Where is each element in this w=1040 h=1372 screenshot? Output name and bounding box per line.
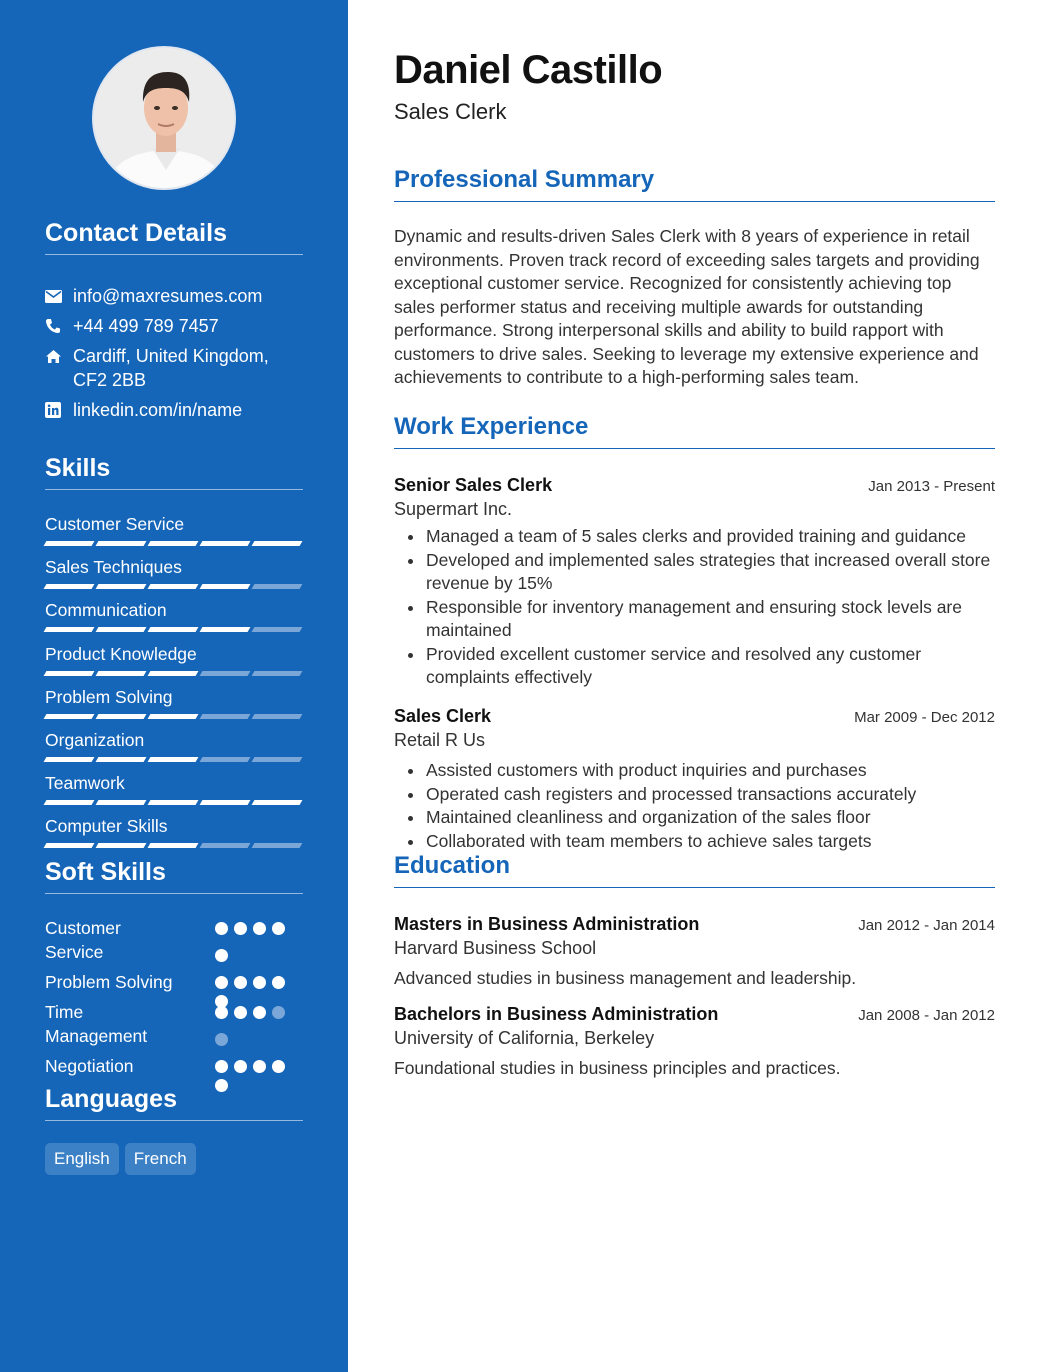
education-dates: Jan 2008 - Jan 2012 — [858, 1007, 995, 1024]
skill-level-segment — [44, 627, 95, 632]
home-icon — [45, 344, 73, 368]
soft-skill-dot — [215, 1060, 228, 1073]
skill-level-segment — [252, 584, 303, 589]
soft-skill-dot — [215, 922, 228, 935]
soft-skill-dots — [215, 1054, 295, 1084]
skill-level-segment — [252, 800, 303, 805]
soft-skill-row — [45, 1000, 303, 1054]
skill-level-segment — [252, 627, 303, 632]
skill-level-segment — [148, 843, 199, 848]
skill-level-segment — [148, 714, 199, 719]
skill-level-bar — [45, 800, 303, 805]
contact-phone[interactable] — [45, 314, 303, 338]
skill-level-segment — [252, 714, 303, 719]
phone-icon — [45, 314, 73, 338]
person-name: Daniel Castillo — [394, 48, 663, 92]
job-title: Sales Clerk — [394, 706, 492, 726]
contact-address — [45, 344, 303, 392]
language-tag: English — [45, 1143, 119, 1175]
skill-item — [45, 729, 303, 772]
soft-skill-dot — [234, 1060, 247, 1073]
address-line-1: Cardiff, United Kingdom, — [73, 346, 269, 366]
soft-skill-name: Customer Service — [45, 918, 121, 962]
degree-title: Bachelors in Business Administration — [394, 1004, 719, 1024]
profile-photo — [92, 46, 236, 190]
skill-name: Customer Service — [45, 514, 185, 534]
skill-level-bar — [45, 714, 303, 719]
skill-level-segment — [96, 671, 147, 676]
skill-item — [45, 772, 303, 815]
soft-skill-name: Negotiation — [45, 1056, 134, 1076]
soft-skill-dot — [253, 1006, 266, 1019]
job-bullet: Responsible for inventory management and ensuring stock levels are maintained — [394, 596, 995, 643]
skill-level-segment — [96, 843, 147, 848]
person-title: Sales Clerk — [394, 99, 507, 124]
skill-level-segment — [96, 714, 147, 719]
job-title: Senior Sales Clerk — [394, 475, 553, 495]
skill-level-segment — [96, 541, 147, 546]
skills-heading: Skills — [45, 453, 303, 490]
education-description: Advanced studies in business management and leadership. — [394, 968, 857, 988]
job-bullet: Developed and implemented sales strategies that increased overall store revenue by 15% — [394, 549, 995, 596]
skill-item — [45, 643, 303, 686]
linkedin-text[interactable]: linkedin.com/in/name — [73, 400, 243, 420]
skill-name: Sales Techniques — [45, 557, 182, 578]
skill-item — [45, 815, 303, 858]
job-bullet: Operated cash registers and processed transactions accurately — [394, 783, 995, 807]
skill-level-segment — [96, 800, 147, 805]
skill-level-bar — [45, 541, 303, 546]
summary-text: Dynamic and results-driven Sales Clerk with 8 years of experience in retail environments. Proven track record of exceeding sales targets and providing exceptional customer service. Recognized for consistently achieving top sales performer status and receiving multiple awards for outstanding performance. Strong interpersonal skills and ability to build rapport with customers to drive sales. Seeking to leverage my extensive experience and achievements to contribute to a high-performing sales team. — [394, 226, 980, 387]
skill-level-segment — [200, 843, 251, 848]
skill-item — [45, 556, 303, 599]
skill-level-segment — [200, 584, 251, 589]
contact-linkedin[interactable] — [45, 398, 303, 422]
soft-skill-name: Problem Solving — [45, 972, 173, 992]
skill-level-segment — [200, 714, 251, 719]
job-bullet: Provided excellent customer service and resolved any customer complaints effectively — [394, 643, 995, 690]
skill-level-segment — [252, 671, 303, 676]
skill-level-bar — [45, 627, 303, 632]
education-description: Foundational studies in business principles and practices. — [394, 1058, 841, 1078]
skill-level-segment — [148, 541, 199, 546]
contact-list — [45, 284, 303, 428]
school-name: Harvard Business School — [394, 938, 597, 958]
skills-list — [45, 513, 303, 859]
summary-heading: Professional Summary — [394, 165, 995, 202]
education-entry — [394, 1002, 995, 1080]
soft-skill-dot — [215, 976, 228, 989]
job-dates: Jan 2013 - Present — [868, 478, 995, 495]
soft-skill-dot — [253, 922, 266, 935]
soft-skills-heading: Soft Skills — [45, 857, 303, 894]
soft-skill-dot — [215, 1033, 228, 1046]
language-tag: French — [125, 1143, 196, 1175]
sidebar — [0, 0, 348, 1372]
skill-name: Organization — [45, 729, 145, 750]
soft-skill-dot — [272, 976, 285, 989]
skill-item — [45, 513, 303, 556]
skill-level-segment — [44, 843, 95, 848]
soft-skill-dot — [215, 1006, 228, 1019]
skill-level-segment — [148, 757, 199, 762]
skill-level-segment — [148, 671, 199, 676]
skill-level-segment — [44, 714, 95, 719]
skill-name: Product Knowledge — [45, 643, 197, 664]
soft-skill-dots — [215, 970, 295, 1000]
soft-skill-dot — [234, 976, 247, 989]
skill-level-segment — [44, 584, 95, 589]
soft-skill-row — [45, 970, 303, 1000]
education-dates: Jan 2012 - Jan 2014 — [858, 917, 995, 934]
skill-name: Teamwork — [45, 773, 125, 794]
skill-level-bar — [45, 843, 303, 848]
skill-level-segment — [96, 584, 147, 589]
soft-skill-dot — [234, 1006, 247, 1019]
degree-title: Masters in Business Administration — [394, 914, 700, 934]
job-bullet: Maintained cleanliness and organization of the sales floor — [394, 806, 995, 830]
envelope-icon — [45, 284, 73, 308]
skill-level-segment — [96, 757, 147, 762]
skill-item — [45, 686, 303, 729]
skill-level-segment — [200, 541, 251, 546]
person-photo-icon — [94, 48, 236, 190]
skill-level-segment — [148, 627, 199, 632]
linkedin-icon — [45, 398, 73, 422]
job-bullet: Managed a team of 5 sales clerks and provided training and guidance — [394, 525, 995, 549]
skill-level-segment — [44, 757, 95, 762]
skill-item — [45, 599, 303, 642]
skill-level-bar — [45, 584, 303, 589]
languages-heading: Languages — [45, 1084, 303, 1121]
school-name: University of California, Berkeley — [394, 1028, 655, 1048]
soft-skill-dot — [253, 1060, 266, 1073]
skill-level-segment — [200, 627, 251, 632]
education-entry — [394, 912, 995, 990]
languages-list — [45, 1143, 196, 1175]
contact-heading: Contact Details — [45, 218, 303, 255]
soft-skills-list — [45, 916, 303, 1084]
soft-skill-dot — [234, 922, 247, 935]
soft-skill-row — [45, 1054, 303, 1084]
skill-level-segment — [200, 671, 251, 676]
job-entry — [394, 704, 995, 853]
skill-level-bar — [45, 671, 303, 676]
soft-skill-row — [45, 916, 303, 970]
soft-skill-name: Time Management — [45, 1002, 148, 1046]
skill-level-segment — [44, 541, 95, 546]
skill-level-segment — [252, 541, 303, 546]
job-dates: Mar 2009 - Dec 2012 — [854, 709, 995, 726]
job-bullet: Assisted customers with product inquiries and purchases — [394, 759, 995, 783]
job-bullet: Collaborated with team members to achieve sales targets — [394, 830, 995, 854]
skill-level-segment — [44, 671, 95, 676]
job-company: Supermart Inc. — [394, 499, 513, 519]
skill-level-bar — [45, 757, 303, 762]
soft-skill-dots — [215, 916, 295, 970]
skill-name: Computer Skills — [45, 816, 168, 837]
skill-level-segment — [44, 800, 95, 805]
soft-skill-dot — [253, 976, 266, 989]
soft-skill-dot — [272, 1060, 285, 1073]
soft-skill-dot — [272, 922, 285, 935]
skill-name: Communication — [45, 600, 167, 621]
skill-level-segment — [200, 757, 251, 762]
soft-skill-dots — [215, 1000, 295, 1054]
job-entry — [394, 473, 995, 690]
skill-level-segment — [148, 584, 199, 589]
education-heading: Education — [394, 851, 995, 888]
phone-text[interactable]: +44 499 789 7457 — [73, 316, 219, 336]
skill-level-segment — [252, 843, 303, 848]
skill-name: Problem Solving — [45, 686, 173, 707]
skill-level-segment — [96, 627, 147, 632]
skill-level-segment — [252, 757, 303, 762]
job-company: Retail R Us — [394, 730, 486, 750]
soft-skill-dot — [272, 1006, 285, 1019]
skill-level-segment — [148, 800, 199, 805]
contact-email[interactable] — [45, 284, 303, 308]
skill-level-segment — [200, 800, 251, 805]
job-bullets — [394, 525, 995, 690]
email-text[interactable]: info@maxresumes.com — [73, 286, 263, 306]
experience-heading: Work Experience — [394, 412, 995, 449]
soft-skill-dot — [215, 949, 228, 962]
job-bullets — [394, 759, 995, 853]
address-line-2: CF2 2BB — [73, 370, 147, 390]
